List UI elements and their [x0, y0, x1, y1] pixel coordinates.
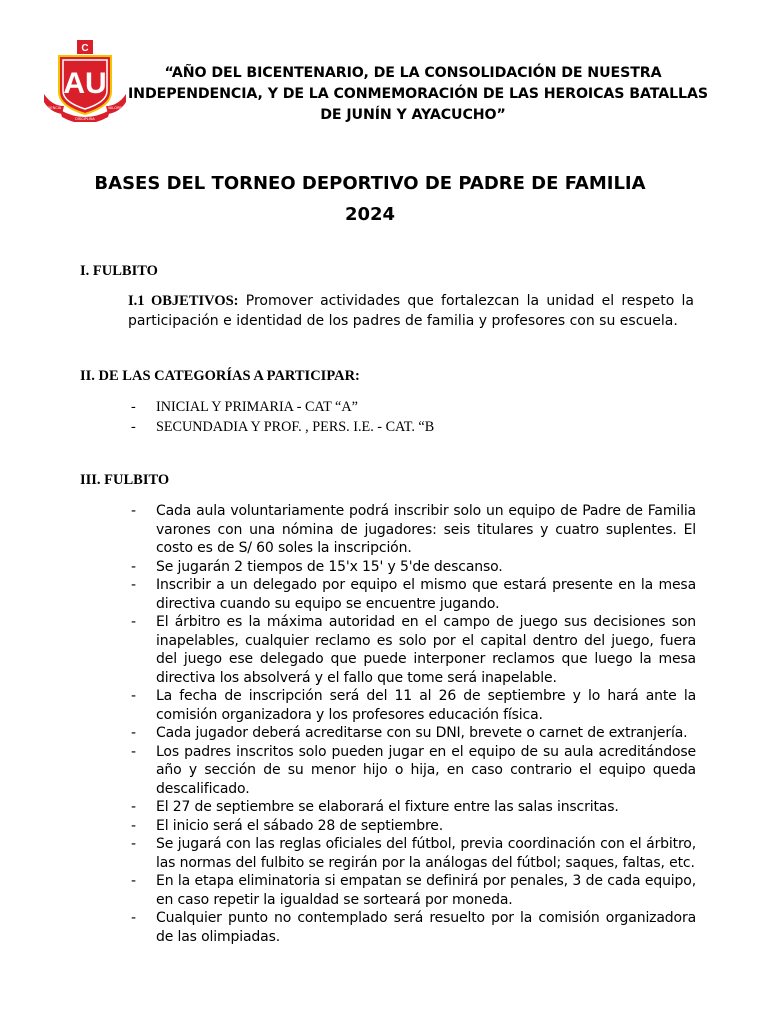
list-item: - En la etapa eliminatoria si empatan se definirá por penales, 3 de cada equipo, en caso repetir la igualdad se sorteará por moneda.	[131, 873, 696, 908]
objectives-paragraph	[128, 291, 694, 331]
list-item: - Inscribir a un delegado por equipo el mismo que estará presente en la mesa directiva cuando su equipo se encuentre jugando.	[131, 577, 696, 612]
section-heading-fulbito: I. FULBITO	[80, 263, 158, 279]
rules-list	[128, 502, 696, 946]
list-item: - Se jugará con las reglas oficiales del fútbol, previa coordinación con el árbitro, las normas del fulbito se regirán por la análogas del fútbol; saques, faltas, etc.	[131, 836, 696, 871]
categories-list	[128, 397, 696, 437]
year-motto	[128, 63, 708, 126]
school-logo	[42, 40, 128, 122]
logo-ribbon-left-text: CIENCIA	[46, 106, 62, 110]
logo-ribbon-mid-text: DISCIPLINA	[75, 117, 95, 121]
motto-line: DE JUNÍN Y AYACUCHO”	[320, 107, 506, 123]
list-item: - Cada aula voluntariamente podrá inscribir solo un equipo de Padre de Familia varones con una nómina de jugadores: seis titulares y cuatro suplentes. El costo es de S/ 60 soles la inscripción.	[131, 503, 696, 556]
list-item: - Los padres inscritos solo pueden jugar en el equipo de su aula acreditándose año y sección de su menor hijo o hija, en caso contrario el equipo queda descalificado.	[131, 743, 696, 797]
section-heading-categories: II. DE LAS CATEGORÍAS A PARTICIPAR:	[80, 368, 360, 384]
motto-line: “AÑO DEL BICENTENARIO, DE LA CONSOLIDACIÓN DE NUESTRA	[164, 65, 662, 81]
list-item: - Cualquier punto no contemplado será resuelto por la comisión organizadora de las olimpiadas.	[131, 910, 696, 945]
list-item: - SECUNDADIA Y PROF. , PERS. I.E. - CAT. “B	[131, 419, 435, 435]
objectives-label: I.1 OBJETIVOS:	[128, 293, 239, 309]
list-item: - Cada jugador deberá acreditarse con su DNI, brevete o carnet de extranjería.	[131, 725, 688, 741]
logo-ribbon-right-text: VALORES	[107, 106, 125, 110]
logo-letters: AU	[63, 67, 107, 100]
list-item: - Se jugarán 2 tiempos de 15'x 15' y 5'de descanso.	[131, 558, 503, 575]
objectives-text: Promover actividades que fortalezcan la unidad el respeto la participación e identidad de los padres de familia y profesores con su escuela.	[128, 293, 694, 329]
title-year: 2024	[344, 204, 396, 225]
list-item: - El inicio será el sábado 28 de septiembre.	[131, 817, 444, 834]
logo-badge-letter: C	[81, 43, 89, 54]
document-title	[70, 168, 670, 230]
motto-line: INDEPENDENCIA, Y DE LA CONMEMORACIÓN DE LAS HEROICAS BATALLAS	[128, 86, 708, 102]
list-item: - El 27 de septiembre se elaborará el fixture entre las salas inscritas.	[131, 799, 619, 815]
title-line: BASES DEL TORNEO DEPORTIVO DE PADRE DE FAMILIA	[94, 173, 646, 194]
list-item: - El árbitro es la máxima autoridad en el campo de juego sus decisiones son inapelables, cualquier reclamo es solo por el capital dentro del juego, fuera del juego ese delegado que puede interponer reclamos que luego la mesa directiva los absolverá y el fallo que tome será inapelable.	[131, 614, 696, 686]
list-item: - INICIAL Y PRIMARIA - CAT “A”	[131, 399, 358, 415]
list-item: - La fecha de inscripción será del 11 al 26 de septiembre y lo hará ante la comisión organizadora y los profesores educación física.	[131, 688, 696, 723]
section-heading-rules: III. FULBITO	[80, 472, 170, 488]
